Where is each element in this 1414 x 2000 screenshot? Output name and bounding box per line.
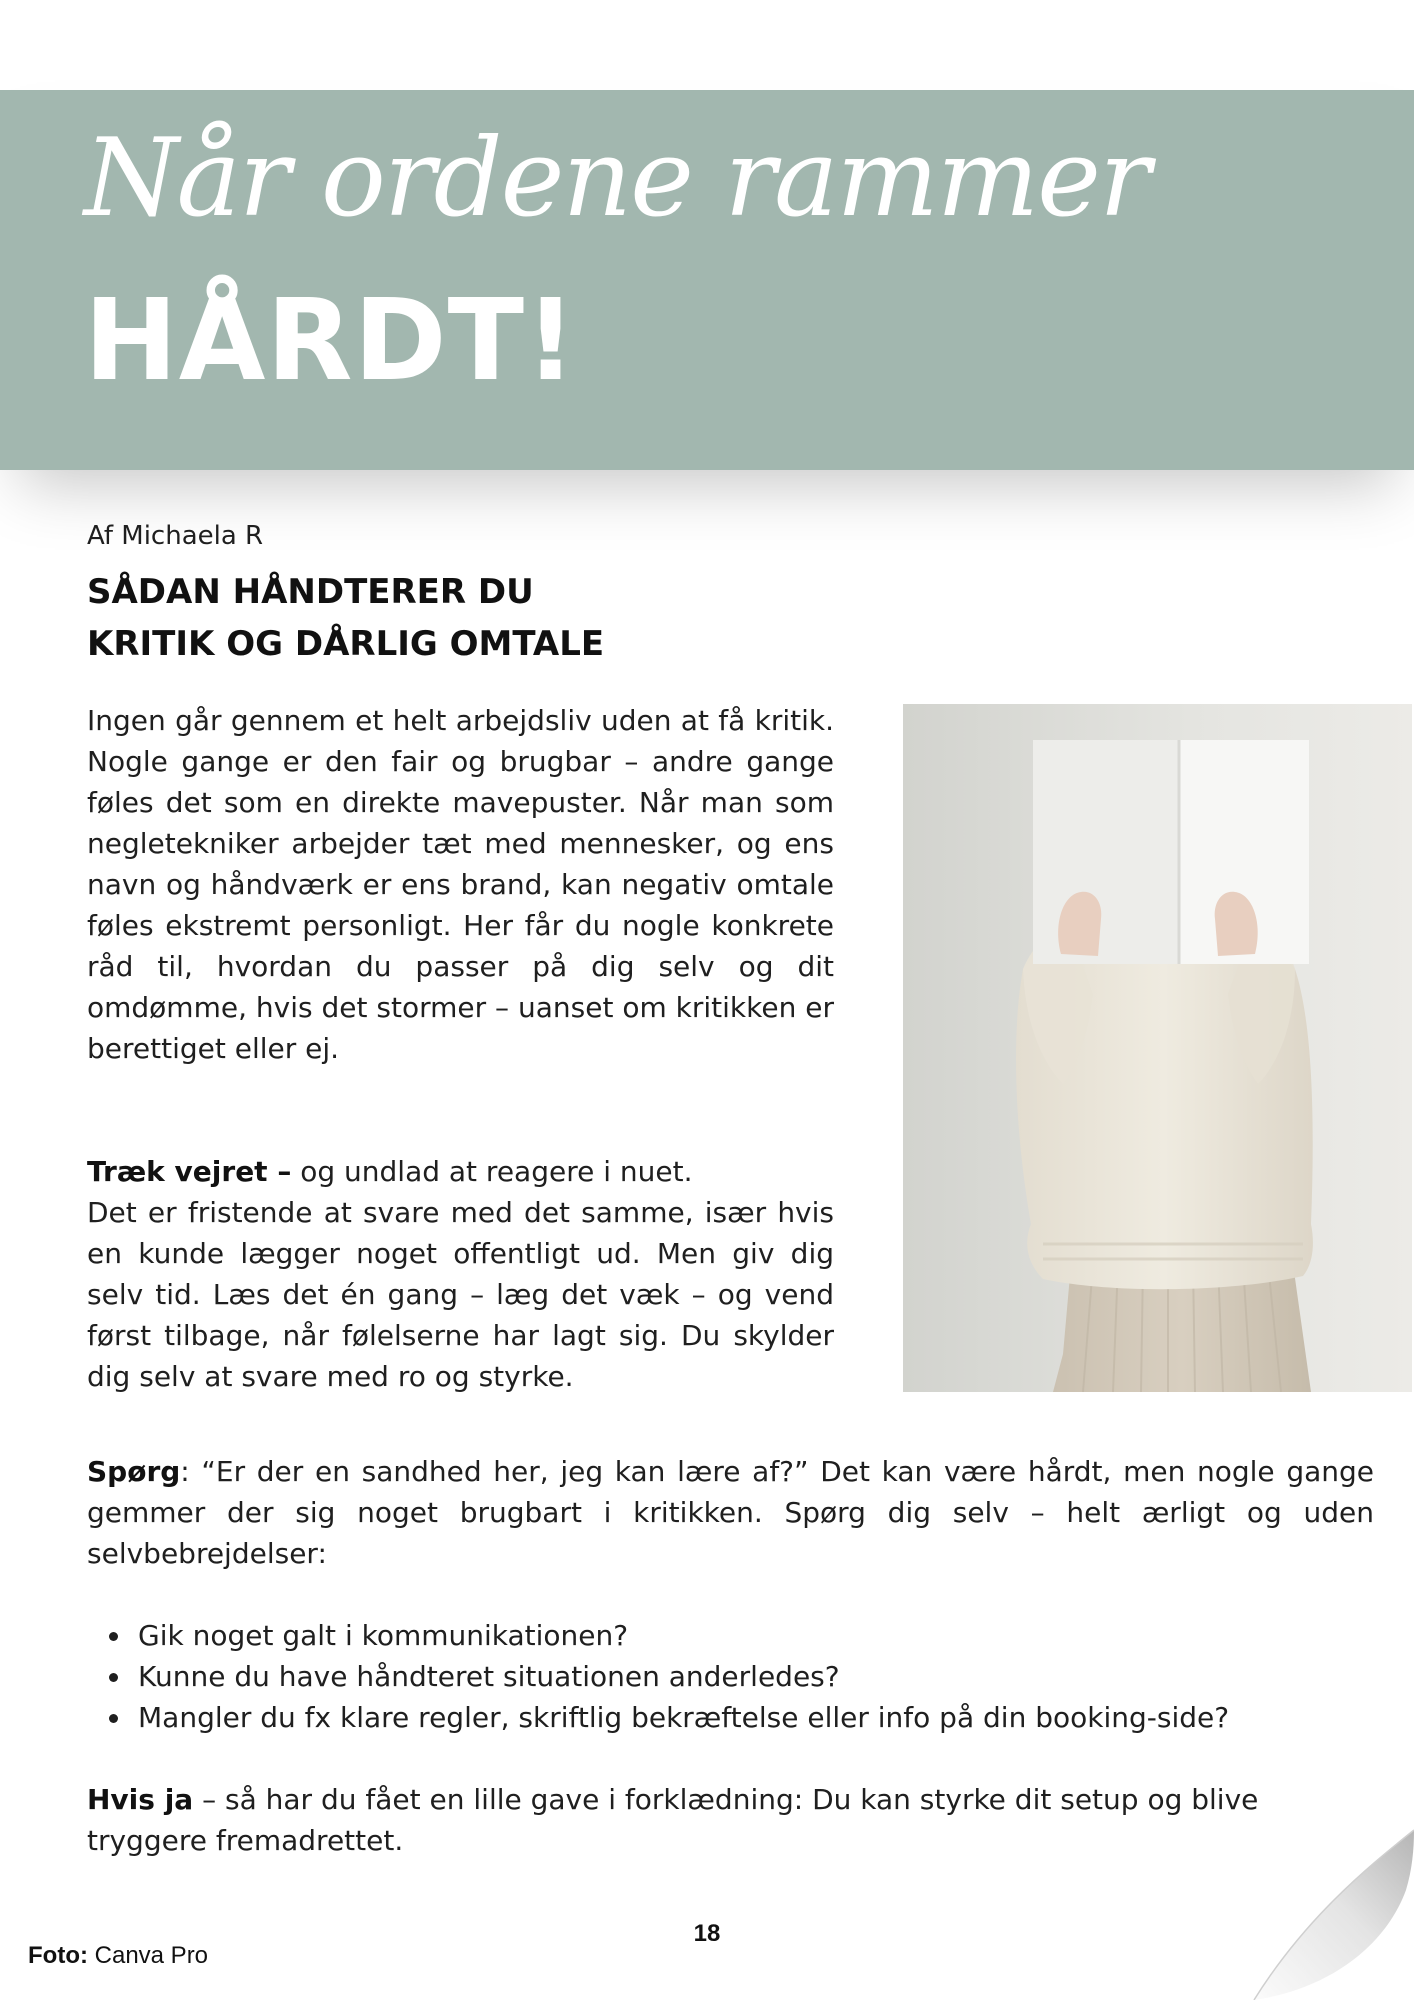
section-ask-heading: Spørg <box>87 1455 181 1488</box>
list-item: Gik noget galt i kommunikationen? <box>87 1615 1374 1656</box>
section-if-yes-heading: Hvis ja <box>87 1783 194 1816</box>
reflection-questions-list <box>87 1615 1374 1738</box>
section-if-yes-body: – så har du fået en lille gave i forklædning: Du kan styrke dit setup og blive tryggere fremadrettet. <box>87 1783 1259 1857</box>
section-ask <box>87 1451 1374 1574</box>
section-breathe-lead <box>87 1151 834 1192</box>
page-curl-decoration <box>1214 1800 1414 2000</box>
list-item: Mangler du fx klare regler, skriftlig bekræftelse eller info på din booking-side? <box>87 1697 1374 1738</box>
section-breathe-body: Det er fristende at svare med det samme, især hvis en kunde lægger noget offentligt ud. Men giv dig selv tid. Læs det én gang – læg det væk – og vend først tilbage, når følelserne har lagt sig. Du skylder dig selv at svare med ro og styrke. <box>87 1196 834 1393</box>
article-subtitle <box>87 566 787 670</box>
subtitle-line-2: KRITIK OG DÅRLIG OMTALE <box>87 624 605 664</box>
section-breathe-heading: Træk vejret – <box>87 1155 292 1188</box>
page-number: 18 <box>693 1920 721 1947</box>
intro-paragraph: Ingen går gennem et helt arbejdsliv uden at få kritik. Nogle gange er den fair og brugbar – andre gange føles det som en direkte mavepuster. Når man som negletekniker arbejder tæt med mennesker, og ens navn og håndværk er ens brand, kan negativ omtale føles ekstremt personligt. Her får du nogle konkrete råd til, hvordan du passer på dig selv og dit omdømme, hvis det stormer – uanset om kritikken er berettiget eller ej. <box>87 704 834 1065</box>
author-byline: Af Michaela R <box>87 521 264 551</box>
photo-credit <box>28 1942 208 1970</box>
section-if-yes <box>87 1779 1374 1861</box>
section-breathe-lead-text: og undlad at reagere i nuet. <box>291 1155 693 1188</box>
person-holding-book-photo <box>903 704 1412 1392</box>
title-script: Når ordene rammer <box>84 116 1149 241</box>
photo-credit-label: Foto: <box>28 1942 88 1969</box>
section-breathe <box>87 1151 834 1397</box>
title-bold: HÅRDT! <box>84 276 578 406</box>
section-ask-body: : “Er der en sandhed her, jeg kan lære af?” Det kan være hårdt, men nogle gange gemmer der sig noget brugbart i kritikken. Spørg dig selv – helt ærligt og uden selvbebrejdelser: <box>87 1455 1374 1570</box>
subtitle-line-1: SÅDAN HÅNDTERER DU <box>87 572 534 612</box>
photo-credit-value: Canva Pro <box>87 1942 209 1969</box>
list-item: Kunne du have håndteret situationen anderledes? <box>87 1656 1374 1697</box>
